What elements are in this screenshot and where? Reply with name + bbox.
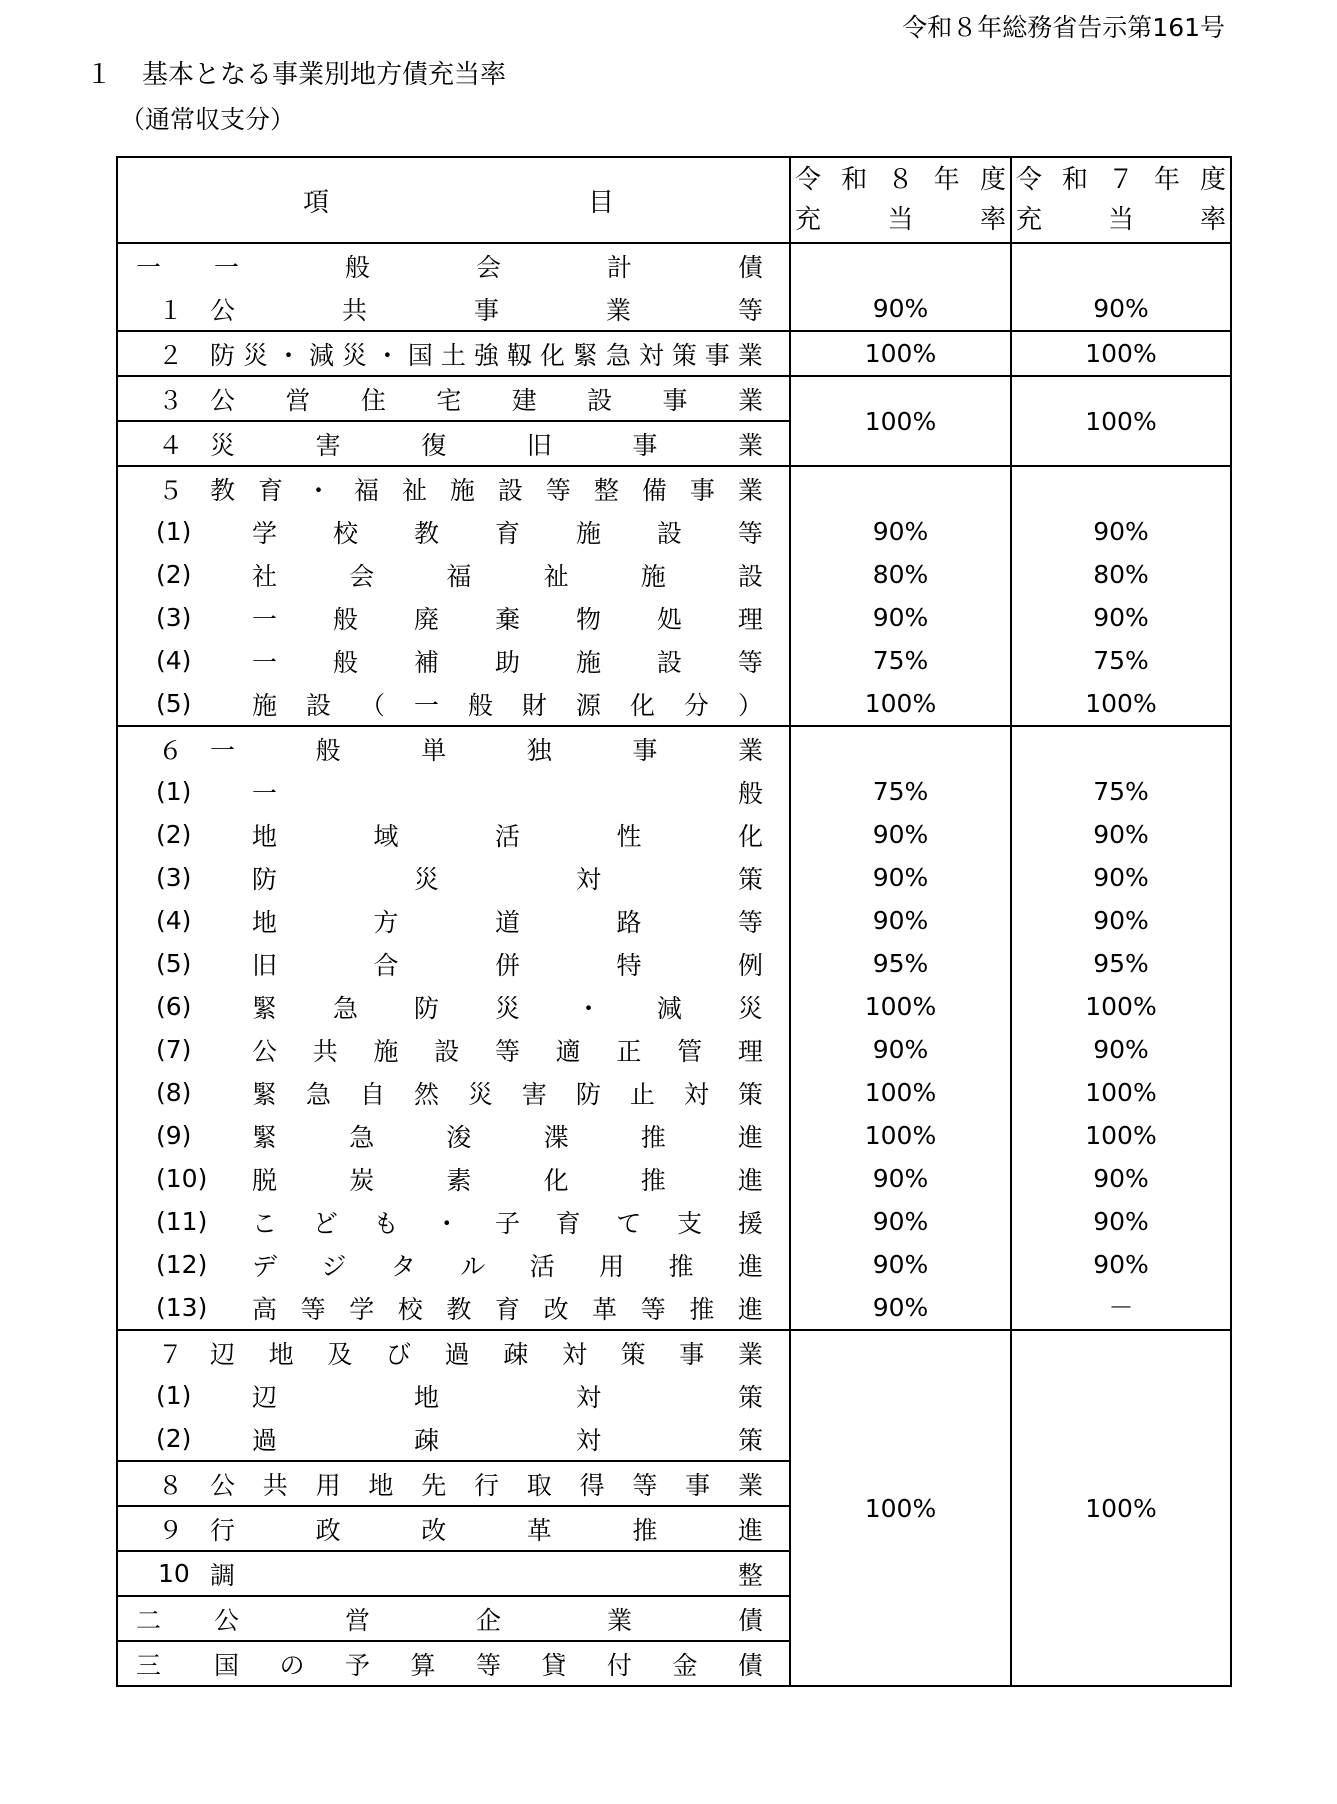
item-label: 防 災 ・ 減 災 ・ 国 土 強 靱 化 緊 急 対 策 事 業 xyxy=(210,340,763,370)
item-cell xyxy=(117,243,790,287)
header-r7-char: 年 xyxy=(1153,165,1180,195)
rate-value: 100% xyxy=(864,1078,937,1107)
item-cell xyxy=(117,942,790,985)
header-r7-char: 令 xyxy=(1016,165,1043,195)
item-label: 社 会 福 祉 施 設 xyxy=(252,561,763,591)
item-prefix: (8) xyxy=(156,1078,192,1107)
rate-r8-cell xyxy=(790,243,1011,331)
item-label: 公 共 施 設 等 適 正 管 理 xyxy=(252,1036,763,1066)
rate-r7-cell xyxy=(1011,466,1231,726)
item-label: 災 害 復 旧 事 業 xyxy=(210,430,763,460)
rate-value: 90% xyxy=(872,820,929,849)
rate-value: 80% xyxy=(872,560,929,589)
item-label: 一 般 xyxy=(252,778,763,808)
item-cell xyxy=(117,1114,790,1157)
item-prefix: 一 xyxy=(136,252,162,282)
rate-value: 90% xyxy=(872,1293,929,1322)
rate-r7-cell xyxy=(1011,376,1231,466)
section-heading xyxy=(86,54,506,91)
header-r7-char: 和 xyxy=(1061,165,1088,195)
item-prefix: (4) xyxy=(156,906,192,935)
item-cell xyxy=(117,1641,790,1686)
item-label: 施 設 （ 一 般 財 源 化 分 ） xyxy=(252,690,763,720)
header-rate-r7 xyxy=(1011,157,1231,243)
table-row xyxy=(117,331,1231,376)
item-prefix: (11) xyxy=(156,1207,208,1236)
item-label: 緊 急 浚 渫 推 進 xyxy=(252,1122,763,1152)
header-r8-char: 和 xyxy=(841,165,868,195)
rate-r7-cell xyxy=(1011,331,1231,376)
item-prefix: 10 xyxy=(158,1559,190,1588)
rate-value: － xyxy=(1108,1293,1134,1322)
item-label: デ ジ タ ル 活 用 推 進 xyxy=(252,1251,763,1281)
rate-r7-cell xyxy=(1011,1330,1231,1686)
item-prefix: ９ xyxy=(158,1515,184,1545)
item-prefix: 三 xyxy=(136,1650,162,1680)
item-prefix: ５ xyxy=(158,475,184,505)
item-cell xyxy=(117,1071,790,1114)
section-title: 基本となる事業別地方債充当率 xyxy=(142,60,507,90)
item-prefix: １ xyxy=(158,295,184,325)
item-cell xyxy=(117,639,790,682)
rate-r8-cell xyxy=(790,466,1011,726)
rate-value: 90% xyxy=(872,1207,929,1236)
header-r8-char: 年 xyxy=(933,165,960,195)
item-cell xyxy=(117,813,790,856)
header-r8-char: 充 xyxy=(795,205,822,235)
item-cell xyxy=(117,856,790,899)
header-r8-char: 率 xyxy=(979,205,1006,235)
section-number: １ xyxy=(86,60,113,90)
item-label: 公 営 企 業 債 xyxy=(214,1605,763,1635)
item-prefix: (13) xyxy=(156,1293,208,1322)
item-prefix: (2) xyxy=(156,560,192,589)
rate-r8-cell xyxy=(790,331,1011,376)
item-cell xyxy=(117,1417,790,1461)
rate-r8-cell xyxy=(790,726,1011,1330)
item-label: 一 般 廃 棄 物 処 理 xyxy=(252,604,763,634)
rate-value: 75% xyxy=(872,777,929,806)
item-prefix: 二 xyxy=(136,1605,162,1635)
item-cell xyxy=(117,1596,790,1641)
item-label: 行 政 改 革 推 進 xyxy=(210,1515,763,1545)
rate-value: 100% xyxy=(864,1493,937,1523)
item-label: 公 共 事 業 等 xyxy=(210,295,763,325)
item-label: 地 域 活 性 化 xyxy=(252,821,763,851)
rate-value: 90% xyxy=(872,294,929,323)
rate-value: 90% xyxy=(872,517,929,546)
rate-value: 100% xyxy=(864,992,937,1021)
item-cell xyxy=(117,1374,790,1417)
header-rate-r8 xyxy=(790,157,1011,243)
item-prefix: (5) xyxy=(156,689,192,718)
item-label: 旧 合 併 特 例 xyxy=(252,950,763,980)
item-cell xyxy=(117,726,790,770)
item-cell xyxy=(117,1157,790,1200)
rate-value: 75% xyxy=(872,646,929,675)
item-label: 公 共 用 地 先 行 取 得 等 事 業 xyxy=(210,1470,763,1500)
rate-r8-cell xyxy=(790,376,1011,466)
item-label: 一 般 補 助 施 設 等 xyxy=(252,647,763,677)
item-cell xyxy=(117,770,790,813)
item-cell xyxy=(117,553,790,596)
item-prefix: ７ xyxy=(158,1339,184,1369)
rate-table xyxy=(116,156,1232,1687)
item-prefix: ６ xyxy=(158,735,184,765)
rate-value xyxy=(1012,727,1230,770)
rate-value: 100% xyxy=(1085,1078,1157,1107)
rate-value: 90% xyxy=(872,1164,929,1193)
item-prefix: (1) xyxy=(156,777,192,806)
header-r7-char: 度 xyxy=(1199,165,1226,195)
header-r8-char: 令 xyxy=(795,165,822,195)
item-cell xyxy=(117,1243,790,1286)
item-label: こ ど も ・ 子 育 て 支 援 xyxy=(252,1208,763,1238)
header-item-char: 目 xyxy=(587,187,614,218)
item-prefix: (9) xyxy=(156,1121,192,1150)
item-cell xyxy=(117,1200,790,1243)
item-label: 緊 急 自 然 災 害 防 止 対 策 xyxy=(252,1079,763,1109)
header-r7-char: 充 xyxy=(1016,205,1043,235)
item-label: 高 等 学 校 教 育 改 革 等 推 進 xyxy=(252,1294,763,1324)
item-prefix: (4) xyxy=(156,646,192,675)
rate-value: 90% xyxy=(1093,517,1149,546)
section-subtitle: （通常収支分） xyxy=(120,105,296,134)
rate-value xyxy=(1012,467,1230,510)
item-prefix: ２ xyxy=(158,340,184,370)
item-label: 緊 急 防 災 ・ 減 災 xyxy=(252,993,763,1023)
rate-value: 100% xyxy=(864,339,937,368)
rate-value: 100% xyxy=(1085,992,1157,1021)
rate-value: 75% xyxy=(1093,646,1149,675)
item-prefix: (12) xyxy=(156,1250,208,1279)
table-row xyxy=(117,376,1231,421)
rate-value: 95% xyxy=(1093,949,1149,978)
rate-value: 100% xyxy=(864,1121,937,1150)
item-label: 調 整 xyxy=(210,1560,763,1590)
item-cell xyxy=(117,466,790,510)
item-prefix: (5) xyxy=(156,949,192,978)
rate-value: 100% xyxy=(1085,339,1157,368)
table-row xyxy=(117,1330,1231,1374)
item-cell xyxy=(117,421,790,466)
item-cell xyxy=(117,376,790,421)
item-label: 辺 地 対 策 xyxy=(252,1382,763,1412)
header-r8-char: 当 xyxy=(887,205,914,235)
item-prefix: (2) xyxy=(156,820,192,849)
item-cell xyxy=(117,1551,790,1596)
item-prefix: (7) xyxy=(156,1035,192,1064)
table-row xyxy=(117,243,1231,287)
table-row xyxy=(117,726,1231,770)
rate-value: 75% xyxy=(1093,777,1149,806)
header-r8-char: ８ xyxy=(887,165,914,195)
rate-value xyxy=(791,467,1010,510)
item-cell xyxy=(117,510,790,553)
rate-value xyxy=(791,727,1010,770)
item-cell xyxy=(117,682,790,726)
rate-value xyxy=(1012,244,1230,287)
item-prefix: (10) xyxy=(156,1164,208,1193)
item-prefix: ３ xyxy=(158,385,184,415)
rate-value xyxy=(791,244,1010,287)
rate-value: 90% xyxy=(1093,1035,1149,1064)
item-label: 教 育 ・ 福 祉 施 設 等 整 備 事 業 xyxy=(210,475,763,505)
rate-value: 90% xyxy=(872,603,929,632)
rate-value: 90% xyxy=(1093,906,1149,935)
rate-value: 90% xyxy=(1093,1250,1149,1279)
item-cell xyxy=(117,1028,790,1071)
header-r7-char: ７ xyxy=(1107,165,1134,195)
item-cell xyxy=(117,287,790,331)
rate-value: 100% xyxy=(1085,1493,1157,1523)
rate-value: 100% xyxy=(1085,406,1157,436)
item-cell xyxy=(117,1286,790,1330)
item-label: 脱 炭 素 化 推 進 xyxy=(252,1165,763,1195)
item-cell xyxy=(117,1506,790,1551)
header-item-char: 項 xyxy=(303,187,330,218)
item-prefix: (3) xyxy=(156,603,192,632)
item-prefix: ４ xyxy=(158,430,184,460)
rate-value: 90% xyxy=(1093,1164,1149,1193)
rate-value: 90% xyxy=(872,1035,929,1064)
item-cell xyxy=(117,331,790,376)
table-row xyxy=(117,466,1231,510)
rate-value: 90% xyxy=(872,1250,929,1279)
item-label: 一 般 会 計 債 xyxy=(214,252,763,282)
item-prefix: ８ xyxy=(158,1470,184,1500)
item-label: 地 方 道 路 等 xyxy=(252,907,763,937)
rate-value: 100% xyxy=(1085,689,1157,718)
rate-value: 100% xyxy=(1085,1121,1157,1150)
rate-r8-cell xyxy=(790,1330,1011,1686)
item-cell xyxy=(117,596,790,639)
item-label: 一 般 単 独 事 業 xyxy=(210,735,763,765)
notice-number: 令和８年総務省告示第161号 xyxy=(902,13,1225,42)
item-prefix: (6) xyxy=(156,992,192,1021)
rate-value: 95% xyxy=(872,949,929,978)
header-r7-char: 率 xyxy=(1199,205,1226,235)
rate-value: 90% xyxy=(872,906,929,935)
item-label: 公 営 住 宅 建 設 事 業 xyxy=(210,385,763,415)
rate-r7-cell xyxy=(1011,726,1231,1330)
item-label: 学 校 教 育 施 設 等 xyxy=(252,518,763,548)
item-cell xyxy=(117,899,790,942)
item-label: 辺 地 及 び 過 疎 対 策 事 業 xyxy=(210,1339,763,1369)
rate-value: 90% xyxy=(1093,820,1149,849)
rate-value: 80% xyxy=(1093,560,1149,589)
rate-value: 100% xyxy=(864,406,937,436)
rate-value: 90% xyxy=(1093,1207,1149,1236)
item-cell xyxy=(117,1461,790,1506)
item-label: 国 の 予 算 等 貸 付 金 債 xyxy=(214,1650,763,1680)
rate-value: 90% xyxy=(1093,294,1149,323)
rate-value: 100% xyxy=(864,689,937,718)
item-label: 防 災 対 策 xyxy=(252,864,763,894)
item-prefix: (2) xyxy=(156,1424,192,1453)
header-item xyxy=(117,157,790,243)
rate-r7-cell xyxy=(1011,243,1231,331)
item-cell xyxy=(117,985,790,1028)
header-r7-char: 当 xyxy=(1107,205,1134,235)
table-header-row xyxy=(117,157,1231,243)
rate-value: 90% xyxy=(1093,603,1149,632)
rate-value: 90% xyxy=(872,863,929,892)
item-prefix: (1) xyxy=(156,517,192,546)
item-prefix: (1) xyxy=(156,1381,192,1410)
item-cell xyxy=(117,1330,790,1374)
rate-value: 90% xyxy=(1093,863,1149,892)
header-r8-char: 度 xyxy=(979,165,1006,195)
item-label: 過 疎 対 策 xyxy=(252,1425,763,1455)
item-prefix: (3) xyxy=(156,863,192,892)
